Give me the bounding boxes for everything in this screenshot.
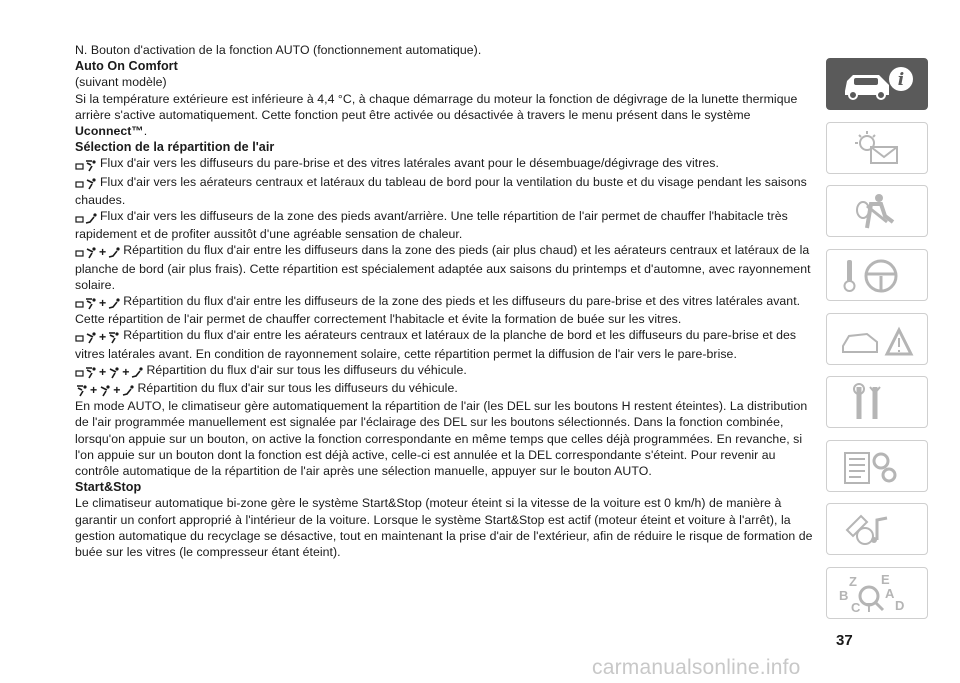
page-number: 37 [836, 632, 853, 649]
feet-vents-button-icon [75, 210, 98, 226]
distribution-item: Flux d'air vers les diffuseurs du pare-brise et des vitres latérales avant pour le désembuage/dégivrage des vitres. [75, 155, 820, 173]
svg-text:i: i [897, 70, 905, 90]
distribution-item: + Répartition du flux d'air entre les diffuseurs de la zone des pieds et les diffuseurs du pare-brise et des vitres latérales avant. Cette répartition de l'air permet de chauffer correctement l'habitacle et évite la formation de buée sur les vitres. [75, 294, 801, 327]
svg-text:D: D [895, 598, 905, 613]
tab-index[interactable] [826, 567, 928, 619]
tab-multimedia[interactable] [826, 503, 928, 555]
tab-technical-data[interactable] [826, 440, 928, 492]
warning-lights-icon [837, 129, 919, 169]
watermark: carmanualsonline.info [592, 656, 801, 679]
distribution-item: Flux d'air vers les diffuseurs de la zone des pieds avant/arrière. Une telle répartition de l'air permet de chauffer l'habitacle très rapidement et de profiter aussitôt d'une agréable sensation de chaleur. [75, 209, 788, 242]
svg-text:C: C [851, 600, 861, 614]
distribution-item: + Répartition du flux d'air entre les diffuseurs dans la zone des pieds (air plus chaud) et les aérateurs centraux et latéraux de la planche de bord (air plus frais). Cette répartition est spécialement adaptée aux saisons du printemps et d'automne, avec rayonnement solaire. [75, 243, 811, 292]
face-vents-button-icon [75, 176, 98, 192]
multimedia-icon [837, 510, 919, 550]
start-stop-heading: Start&Stop [75, 480, 142, 495]
svg-text:A: A [885, 586, 895, 601]
car-info-icon [837, 65, 919, 105]
windscreen-feet-button-icon: + [75, 295, 121, 311]
svg-text:T: T [865, 600, 873, 614]
tab-warning-lights[interactable] [826, 122, 928, 174]
tab-safety[interactable] [826, 185, 928, 237]
distribution-item: + + Répartition du flux d'air sur tous les diffuseurs du véhicule. [75, 380, 820, 398]
maintenance-tools-icon [837, 383, 919, 423]
tab-knowing-the-car[interactable] [826, 58, 928, 110]
auto-on-comfort-heading: Auto On Comfort [75, 59, 178, 74]
start-stop-text: Le climatiseur automatique bi-zone gère le système Start&Stop (moteur éteint si la vitesse de la voiture est 0 km/h) de manière à garantir un confort approprié à l'intérieur de la voiture. Lorsque le système Start&Stop est actif (moteur éteint et voiture à l'arrêt), la gestion automatique du recyclage se désactive, tout en maintenant la prise d'air de l'extérieur, afin de réduire le risque de formation de buée sur les vitres (le compresseur étant éteint). [75, 496, 813, 560]
breakdown-triangle-icon [837, 320, 919, 360]
windscreen-button-icon [75, 157, 98, 173]
technical-data-icon [837, 447, 919, 487]
svg-text:E: E [881, 574, 890, 587]
all-vents-button-icon: + + [75, 364, 144, 380]
face-feet-button-icon: + [75, 244, 121, 260]
auto-button-description: N. Bouton d'activation de la fonction AUTO (fonctionnement automatique). [75, 43, 482, 57]
distribution-item: + Répartition du flux d'air entre les aérateurs centraux et latéraux de la planche de bord et les diffuseurs du pare-brise et des vitres latérales avant. En condition de rayonnement solaire, cette répartition permet la diffusion de l'air vers le pare-brise. [75, 328, 797, 361]
airbag-seatbelt-icon [837, 192, 919, 232]
auto-on-comfort-text: Si la température extérieure est inférieure à 4,4 °C, à chaque démarrage du moteur la fonction de dégivrage de la lunette thermique arrière s'active automatiquement. Cette fonction peut être activée ou désactivée à travers le menu présent dans le système Uconnect™. [75, 91, 798, 139]
face-windscreen-button-icon: + [75, 329, 121, 345]
tab-servicing[interactable] [826, 376, 928, 428]
model-note: (suivant modèle) [75, 75, 167, 90]
key-steering-wheel-icon [837, 256, 919, 296]
all-vents-icon: + + [75, 382, 135, 398]
uconnect-brand: Uconnect™ [75, 124, 144, 139]
alphabetical-index-icon [837, 574, 919, 614]
svg-text:Z: Z [849, 574, 857, 589]
svg-text:B: B [839, 588, 849, 603]
distribution-item: + + Répartition du flux d'air sur tous les diffuseurs du véhicule. [75, 362, 820, 380]
manual-page-content [75, 42, 820, 560]
air-distribution-heading: Sélection de la répartition de l'air [75, 140, 275, 155]
distribution-item: Flux d'air vers les aérateurs centraux et latéraux du tableau de bord pour la ventilation du buste et du visage pendant les saisons chaudes. [75, 174, 807, 207]
tab-emergency[interactable] [826, 313, 928, 365]
auto-mode-text: En mode AUTO, le climatiseur gère automatiquement la répartition de l'air (les DEL sur les boutons H restent éteintes). La distribution de l'air programmée manuellement est signalée par l'éclairage des DEL sur les boutons sélectionnés. Dans la fonction combinée, lorsqu'on appuie sur un bouton, on active la fonction correspondante en même temps que celles déjà programmées. En revanche, si l'on appuie sur un bouton dont la fonction est déjà active, celle-ci est annulée et la DEL correspondante s'éteint. Pour revenir au contrôle automatique de la répartition de l'air après une sélection manuelle, appuyer sur le bouton AUTO. [75, 399, 808, 479]
tab-starting-driving[interactable] [826, 249, 928, 301]
